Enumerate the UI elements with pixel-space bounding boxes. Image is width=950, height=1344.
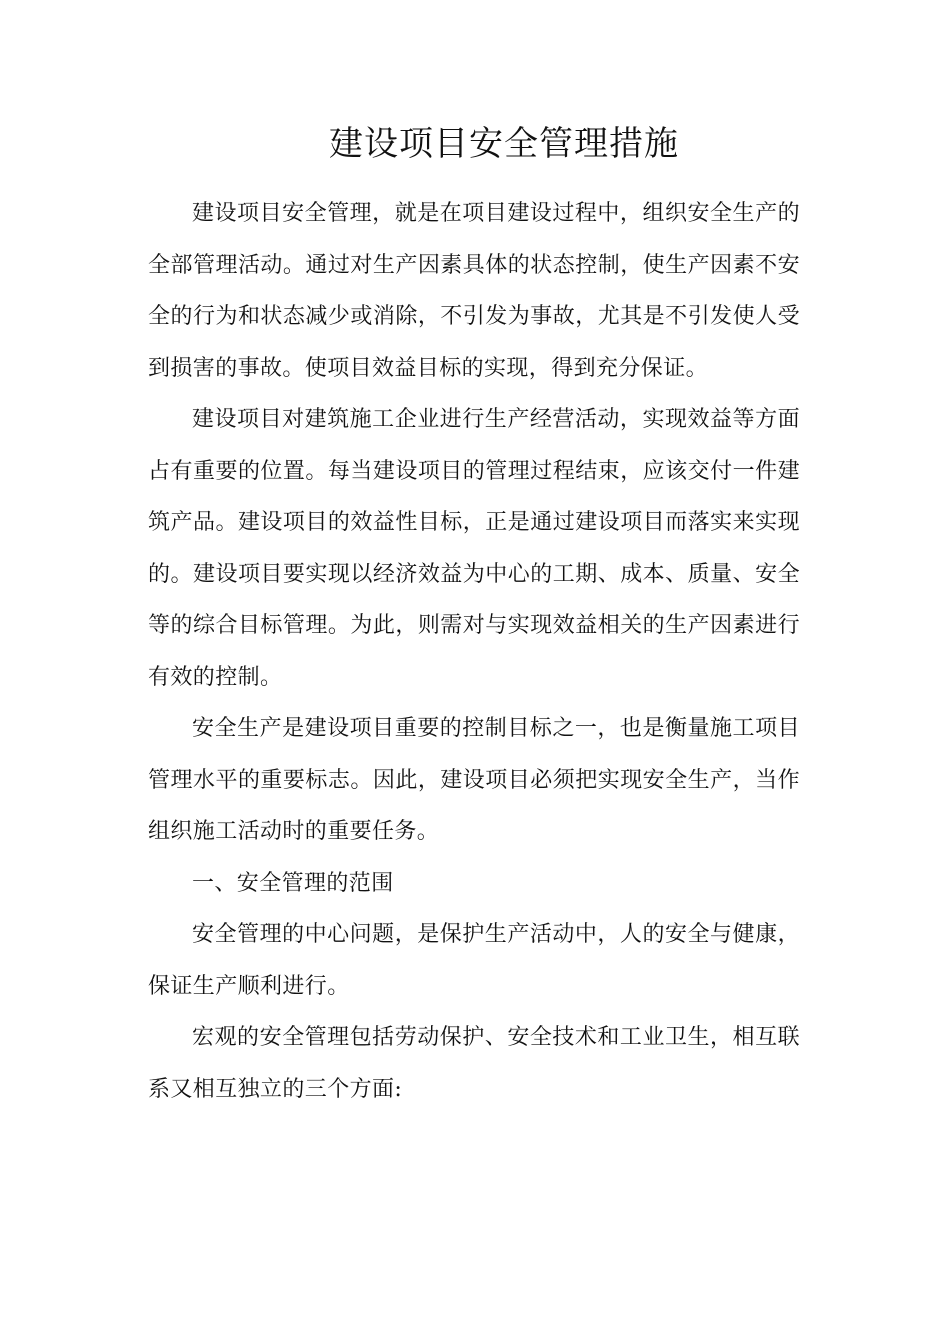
paragraph-safety-goal: 安全生产是建设项目重要的控制目标之一，也是衡量施工项目管理水平的重要标志。因此，建设项目必须把实现安全生产，当作组织施工活动时的重要任务。 [148,716,800,844]
document-title: 建设项目安全管理措施 [329,124,679,164]
paragraph-central-issue: 安全管理的中心问题，是保护生产活动中，人的安全与健康，保证生产顺利进行。 [148,922,800,999]
paragraph-project-importance: 建设项目对建筑施工企业进行生产经营活动，实现效益等方面占有重要的位置。每当建设项目的管理过程结束，应该交付一件建筑产品。建设项目的效益性目标，正是通过建设项目而落实来实现的。建设项目要实现以经济效益为中心的工期、成本、质量、安全等的综合目标管理。为此，则需对与实现效益相关的生产因素进行有效的控制。 [148,407,800,690]
document-body [148,188,800,1115]
section-heading-scope: 一、安全管理的范围 [192,870,394,896]
paragraph-macro-management: 宏观的安全管理包括劳动保护、安全技术和工业卫生，相互联系又相互独立的三个方面: [148,1025,800,1102]
paragraph-intro: 建设项目安全管理，就是在项目建设过程中，组织安全生产的全部管理活动。通过对生产因素具体的状态控制，使生产因素不安全的行为和状态减少或消除，不引发为事故，尤其是不引发使人受到损害的事故。使项目效益目标的实现，得到充分保证。 [148,201,800,381]
